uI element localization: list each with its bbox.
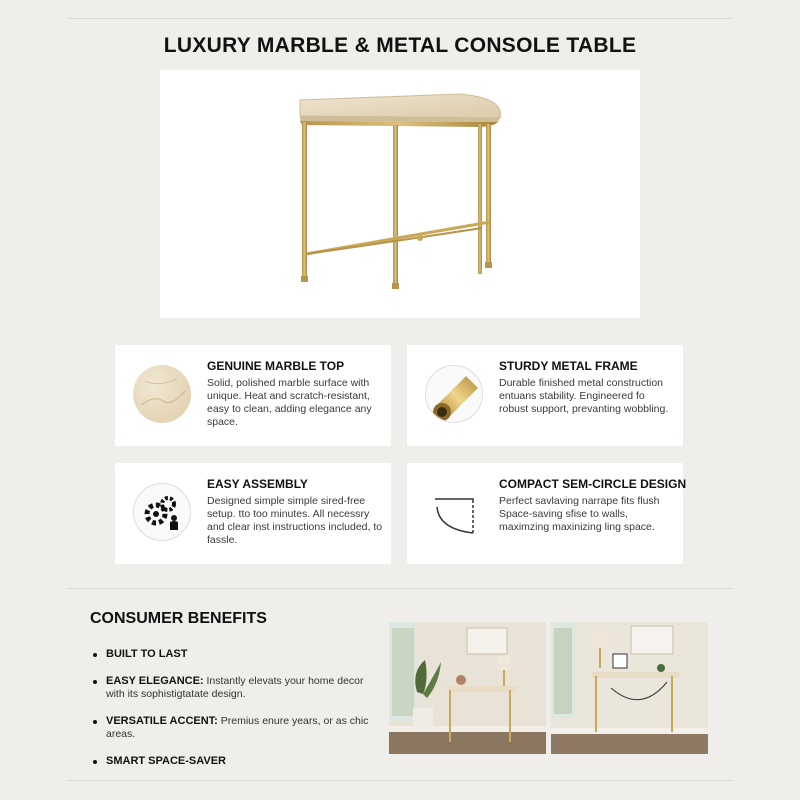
middle-divider bbox=[68, 588, 732, 589]
feature-text: Perfect savlaving narrape fits flush Space-saving sfise to walls, maximzing maxinizing ling space. bbox=[499, 495, 660, 533]
entryway-console-scene bbox=[551, 622, 708, 754]
list-item bbox=[92, 675, 382, 701]
top-divider bbox=[68, 18, 732, 19]
feature-text: Solid, polished marble surface with unique. Heat and scratch-resistant, easy to clean, adding elegance any space. bbox=[207, 377, 372, 428]
feature-card-compact-design bbox=[407, 463, 687, 564]
bottom-divider bbox=[68, 780, 732, 781]
feature-card-easy-assembly bbox=[115, 463, 391, 564]
metal-tube-icon bbox=[425, 365, 483, 423]
lifestyle-photo-entryway bbox=[551, 622, 708, 754]
list-item bbox=[92, 755, 382, 768]
lifestyle-photo-living-room bbox=[389, 622, 546, 754]
console-table-product-photo bbox=[160, 70, 640, 318]
gears-person-icon bbox=[133, 483, 191, 541]
list-item bbox=[92, 648, 382, 661]
benefit-label: EASY ELEGANCE: bbox=[106, 675, 204, 687]
benefit-label: BUILT TO LAST bbox=[106, 648, 188, 660]
marble-swatch-icon bbox=[133, 365, 191, 423]
feature-card-marble-top bbox=[115, 345, 391, 446]
benefit-text: Instantly elevats your home decor with its sophistigtatate design. bbox=[106, 675, 364, 700]
benefit-text: Premius enure years, or as chic areas. bbox=[106, 715, 369, 740]
feature-heading: STURDY METAL FRAME bbox=[499, 359, 638, 373]
living-room-plant-scene bbox=[389, 622, 546, 754]
benefit-label: SMART SPACE-SAVER bbox=[106, 755, 226, 767]
benefits-list bbox=[92, 648, 382, 782]
feature-card-metal-frame bbox=[407, 345, 683, 446]
feature-heading: COMPACT SEM-CIRCLE DESIGN bbox=[499, 477, 687, 491]
feature-heading: GENUINE MARBLE TOP bbox=[207, 359, 345, 373]
page-title: LUXURY MARBLE & METAL CONSOLE TABLE bbox=[163, 34, 637, 57]
semicircle-outline-icon bbox=[425, 483, 483, 541]
benefit-label: VERSATILE ACCENT: bbox=[106, 715, 218, 727]
feature-text: Durable finished metal construction entuans stability. Engineered fo robust support, prevanting wobbling. bbox=[499, 377, 669, 415]
feature-text: Designed simple simple sired-free setup. tto too minutes. All necessry and clear inst instructions included, to fassle. bbox=[207, 495, 383, 546]
benefits-title: CONSUMER BENEFITS bbox=[90, 610, 267, 627]
list-item bbox=[92, 715, 382, 741]
feature-heading: EASY ASSEMBLY bbox=[207, 477, 308, 491]
hero-product-image bbox=[160, 70, 640, 318]
